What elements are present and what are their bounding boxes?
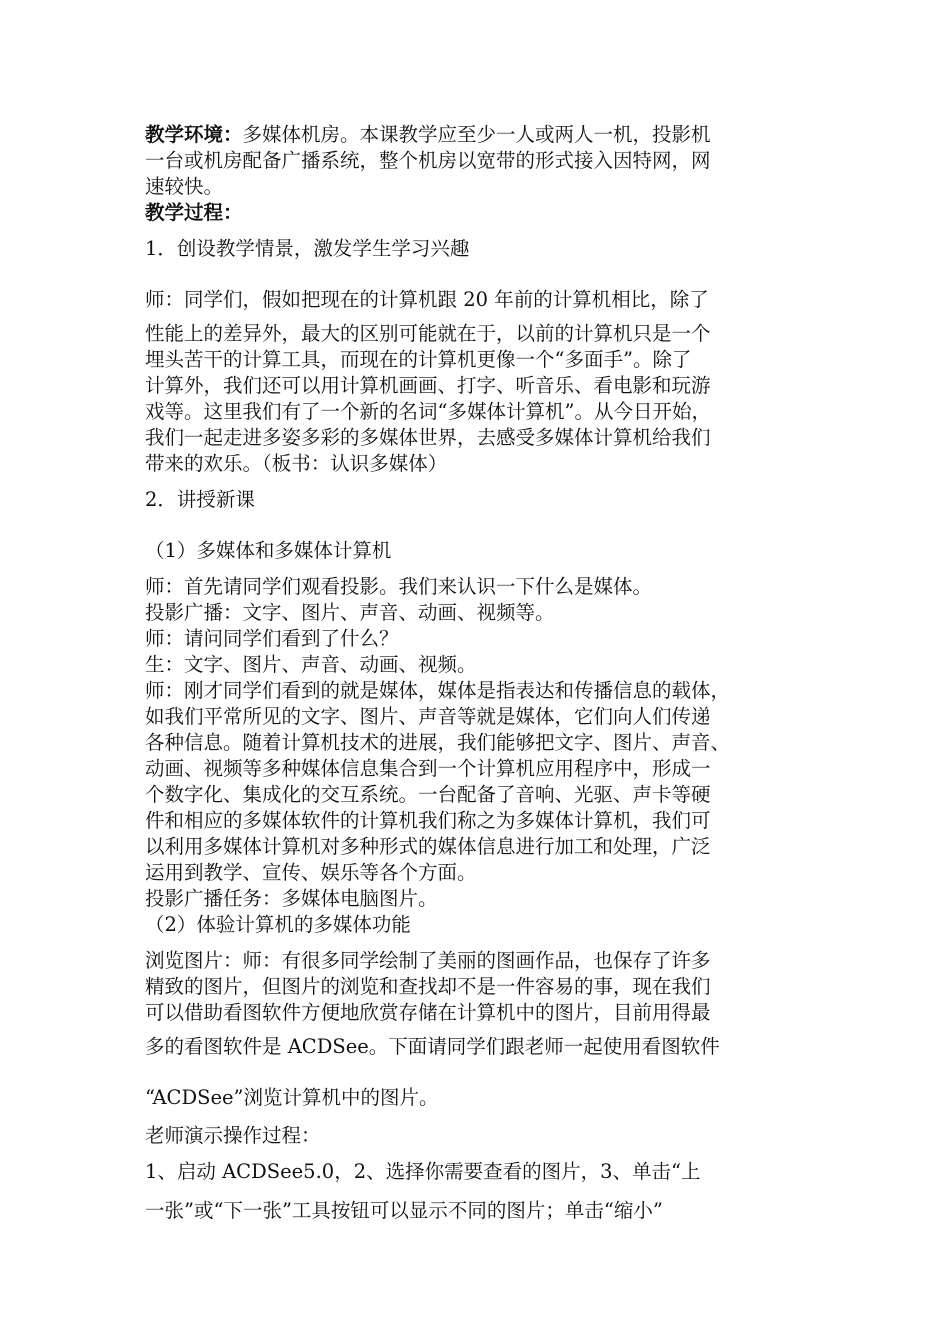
env-label: 教学环境： [145, 123, 243, 146]
sub1-line: 如我们平常所见的文字、图片、声音等就是媒体，它们向人们传递 [145, 705, 711, 728]
sub1-line: 投影广播：文字、图片、声音、动画、视频等。 [145, 601, 555, 624]
env-paragraph-line-3: 速较快。 [145, 175, 224, 198]
sub1-line: 师：刚才同学们看到的就是媒体，媒体是指表达和传播信息的载体， [145, 679, 731, 702]
sub1-line: 动画、视频等多种媒体信息集合到一个计算机应用程序中，形成一 [145, 757, 711, 780]
sub1-line: 各种信息。随着计算机技术的进展，我们能够把文字、图片、声音、 [145, 731, 731, 754]
process-label: 教学过程： [145, 201, 243, 224]
steps-line-2: 一张”或“下一张”工具按钮可以显示不同的图片；单击“缩小” [145, 1199, 663, 1222]
sub2-line: 精致的图片，但图片的浏览和查找却不是一件容易的事，现在我们 [145, 975, 711, 998]
acdsee-line-2: “ACDSee”浏览计算机中的图片。 [145, 1086, 439, 1109]
sub1-line: 以利用多媒体计算机对多种形式的媒体信息进行加工和处理，广泛 [145, 835, 711, 858]
subsection2-heading: （2）体验计算机的多媒体功能 [145, 913, 411, 936]
sub1-line: 生：文字、图片、声音、动画、视频。 [145, 653, 477, 676]
section1-paragraph-line-3: 埋头苦干的计算工具，而现在的计算机更像一个“多面手”。除了 [145, 348, 692, 371]
env-paragraph-line-1 [145, 122, 815, 148]
demo-label: 老师演示操作过程： [145, 1124, 321, 1147]
acdsee-line-1: 多的看图软件是 ACDSee。下面请同学们跟老师一起使用看图软件 [145, 1035, 720, 1058]
env-paragraph-line-2: 一台或机房配备广播系统，整个机房以宽带的形式接入因特网，网 [145, 149, 711, 172]
section1-heading: 1．创设教学情景，激发学生学习兴趣 [145, 237, 470, 260]
steps-line-1: 1、启动 ACDSee5.0，2、选择你需要查看的图片，3、单击“上 [145, 1160, 701, 1183]
sub1-line: 师：请问同学们看到了什么？ [145, 627, 399, 650]
subsection1-heading: （1）多媒体和多媒体计算机 [145, 539, 392, 562]
sub1-line: 件和相应的多媒体软件的计算机我们称之为多媒体计算机，我们可 [145, 809, 711, 832]
sub2-line: 可以借助看图软件方便地欣赏存储在计算机中的图片，目前用得最 [145, 1001, 711, 1024]
section2-heading: 2．讲授新课 [145, 488, 255, 511]
section1-paragraph-line-4: 计算外，我们还可以用计算机画画、打字、听音乐、看电影和玩游 [145, 374, 711, 397]
section1-paragraph-line-5: 戏等。这里我们有了一个新的名词“多媒体计算机”。从今日开始， [145, 400, 711, 423]
sub1-line: 运用到教学、宣传、娱乐等各个方面。 [145, 861, 477, 884]
sub1-line: 师：首先请同学们观看投影。我们来认识一下什么是媒体。 [145, 575, 653, 598]
section1-paragraph-line-7: 带来的欢乐。（板书：认识多媒体） [145, 452, 448, 475]
env-text: 多媒体机房。本课教学应至少一人或两人一机，投影机 [242, 123, 711, 146]
section1-paragraph-line-6: 我们一起走进多姿多彩的多媒体世界，去感受多媒体计算机给我们 [145, 426, 711, 449]
sub2-line: 浏览图片：师：有很多同学绘制了美丽的图画作品，也保存了许多 [145, 949, 711, 972]
sub1-line: 投影广播任务：多媒体电脑图片。 [145, 887, 438, 910]
sub1-line: 个数字化、集成化的交互系统。一台配备了音响、光驱、声卡等硬 [145, 783, 711, 806]
section1-paragraph-line-1: 师：同学们，假如把现在的计算机跟 20 年前的计算机相比，除了 [145, 288, 709, 311]
section1-paragraph-line-2: 性能上的差异外，最大的区别可能就在于，以前的计算机只是一个 [145, 322, 711, 345]
